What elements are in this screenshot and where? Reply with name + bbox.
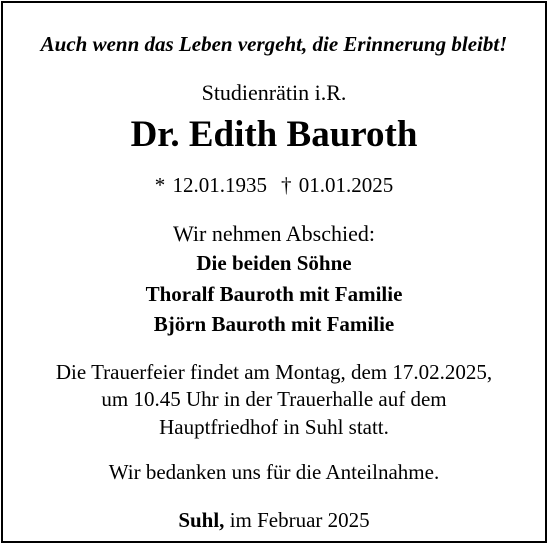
obituary-notice: [1, 1, 547, 543]
service-info-line: Die Trauerfeier findet am Montag, dem 17.02.2025,: [55, 360, 493, 384]
motto: Auch wenn das Leben vergeht, die Erinnerung bleibt!: [40, 32, 508, 56]
service-info-line: Hauptfriedhof in Suhl statt.: [159, 415, 389, 439]
place-date: im Februar 2025: [229, 508, 370, 532]
deceased-name: Dr. Edith Bauroth: [130, 114, 418, 155]
place-and-date: [3, 510, 545, 531]
place-city: Suhl,: [178, 508, 225, 532]
mourner-line: Björn Bauroth mit Familie: [153, 312, 395, 336]
birth-date: * 12.01.1935: [154, 173, 267, 197]
death-date: † 01.01.2025: [281, 173, 394, 197]
farewell-heading: Wir nehmen Abschied:: [173, 221, 375, 246]
life-dates: [3, 175, 545, 196]
service-info-line: um 10.45 Uhr in der Trauerhalle auf dem: [101, 387, 447, 411]
mourner-line: Die beiden Söhne: [196, 251, 352, 275]
thanks-text: Wir bedanken uns für die Anteilnahme.: [108, 460, 440, 484]
deceased-title: Studienrätin i.R.: [201, 80, 347, 105]
mourner-line: Thoralf Bauroth mit Familie: [145, 282, 403, 306]
